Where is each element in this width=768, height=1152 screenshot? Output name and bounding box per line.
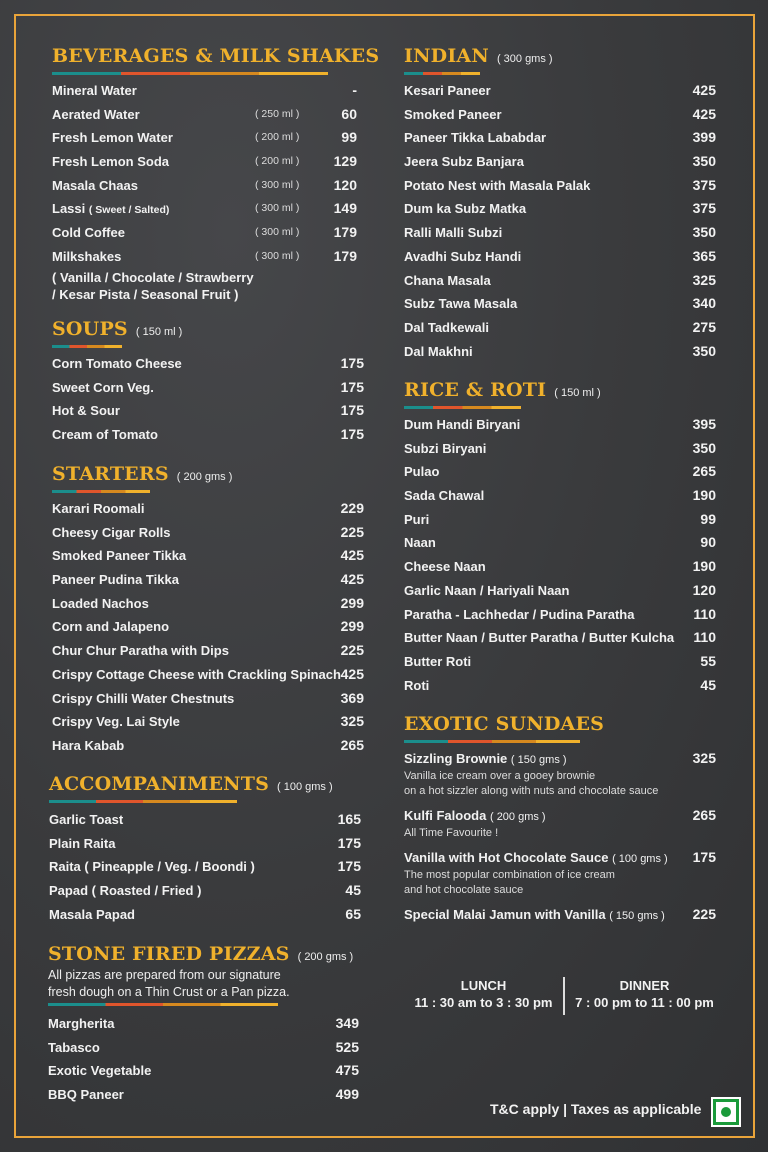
menu-item [52,544,364,568]
item-price: 425 [340,571,364,588]
item-volume: ( 300 ml ) [255,226,300,239]
item-price: 120 [692,581,716,598]
item-name: Avadhi Subz Handi [404,248,522,264]
item-price: 55 [700,652,716,669]
item-volume: ( 200 ml ) [255,131,300,144]
menu-item [48,1012,359,1036]
item-price: 350 [692,224,716,241]
menu-item [404,437,716,461]
sundae-title [404,906,716,925]
menu-item [52,399,364,423]
item-price: 365 [692,247,716,264]
menu-item [52,126,357,150]
item-price: 60 [341,105,357,122]
section-unit: ( 200 gms ) [176,471,233,483]
section-accompaniments [49,773,361,922]
item-price: 425 [692,82,716,98]
item-name: Chana Masala [404,272,491,288]
item-volume: ( 300 ml ) [255,202,300,215]
item-name: Ralli Malli Subzi [404,225,503,241]
item-name: Subzi Biryani [404,440,487,456]
item-name: Corn and Jalapeno [52,619,170,635]
item-name: Masala Papad [49,906,135,922]
sundae-item [404,807,716,841]
item-price: 525 [335,1038,359,1055]
item-weight: ( 150 gms ) [609,910,665,922]
menu-item [404,103,716,127]
section-title: SOUPS [52,318,128,340]
item-name: Sizzling Brownie [404,751,508,766]
section-indian [404,45,716,359]
item-price: 179 [333,247,357,264]
item-price: 399 [692,129,716,146]
item-price: 499 [335,1086,359,1103]
section-title: ACCOMPANIMENTS [49,773,270,795]
item-name: Corn Tomato Cheese [52,356,182,371]
lunch-time: 11 : 30 am to 3 : 30 pm [414,995,553,1010]
menu-item [52,376,364,400]
item-name: Mineral Water [52,83,137,98]
menu-item [52,710,364,734]
section-unit: ( 150 ml ) [135,326,183,338]
section-title: BEVERAGES & MILK SHAKES [52,45,380,67]
menu-item [404,460,716,484]
item-name: Milkshakes [52,248,122,264]
section-unit: ( 100 gms ) [277,781,333,793]
item-price: 265 [692,807,716,823]
item-price: 425 [692,105,716,122]
item-name: Paneer Tikka Lababdar [404,130,547,146]
item-price: 350 [692,342,716,359]
menu-item [49,903,361,927]
description-line: fresh dough on a Thin Crust or a Pan pizza. [48,984,290,999]
item-description: on a hot sizzler along with nuts and chocolate sauce [404,785,659,797]
item-name: Crispy Chilli Water Chestnuts [52,690,235,706]
item-price: 369 [340,689,364,706]
item-price: 45 [700,676,716,693]
section-title: RICE & ROTI [404,379,547,401]
title-underline [52,72,328,75]
item-price: 99 [341,129,357,146]
item-name: Margherita [48,1016,115,1031]
menu-item [49,855,361,879]
description-line: All pizzas are prepared from our signature [48,968,281,982]
item-price: 90 [700,534,716,551]
section-soups [52,318,364,443]
item-name: Dum ka Subz Matka [404,201,527,217]
title-underline [48,1003,278,1006]
item-price: 110 [693,629,716,646]
item-name: Masala Chaas [52,177,138,193]
title-underline [52,345,122,348]
menu-item [52,197,357,221]
item-name: Smoked Paneer [404,106,502,122]
section-title: INDIAN [404,45,489,67]
menu-item [404,174,716,198]
item-price: 350 [692,439,716,456]
menu-item [49,808,361,832]
item-price: 340 [692,295,716,312]
item-price: 325 [692,271,716,288]
item-name: Plain Raita [49,835,116,851]
item-price: 225 [340,642,364,659]
item-name: Cold Coffee [52,225,125,241]
item-volume: ( 300 ml ) [255,249,300,262]
item-price: 175 [340,426,364,443]
item-weight: ( 100 gms ) [612,853,668,865]
menu-item [404,340,716,364]
item-price: 65 [345,905,361,922]
menu-item [404,650,716,674]
section-exotic-sundaes [404,713,716,922]
item-description: and hot chocolate sauce [404,884,524,896]
menu-item [52,521,364,545]
item-name: Cheese Naan [404,559,486,575]
menu-item [404,531,716,555]
item-name: Chur Chur Paratha with Dips [52,643,229,659]
dinner-time: 7 : 00 pm to 11 : 00 pm [575,995,714,1010]
item-price: 225 [692,906,716,922]
item-price: 375 [692,176,716,193]
item-price: 110 [693,605,716,622]
item-name: Sweet Corn Veg. [52,379,154,395]
title-underline [404,740,580,743]
flavour-line: ( Vanilla / Chocolate / Strawberry [52,270,254,285]
item-name: Hot & Sour [52,403,120,419]
item-name: Karari Roomali [52,501,145,516]
item-price: 45 [345,882,361,899]
item-name: Dum Handi Biryani [404,417,521,432]
item-price: 120 [333,176,357,193]
item-name: Tabasco [48,1039,100,1055]
item-price: 165 [337,811,361,827]
menu-item [52,174,357,198]
item-name: Paratha - Lachhedar / Pudina Paratha [404,606,635,622]
pizza-description [48,967,359,1000]
section-unit: ( 150 ml ) [554,387,601,399]
section-starters [52,463,364,753]
menu-item [52,639,364,663]
menu-item [52,423,364,447]
menu-item [52,79,357,103]
menu-item [404,603,716,627]
item-name: Subz Tawa Masala [404,296,518,312]
item-name: Papad ( Roasted / Fried ) [49,883,202,899]
menu-item [52,150,357,174]
menu-item [404,126,716,150]
item-price: - [352,82,357,98]
item-volume: ( 250 ml ) [255,107,300,120]
item-name: Kulfi Falooda [404,808,487,823]
sundae-title [404,849,716,868]
menu-item [52,103,357,127]
item-price: 99 [700,510,716,527]
menu-item [404,674,716,698]
item-name: Butter Naan / Butter Paratha / Butter Kulcha [404,630,675,646]
menu-item [48,1083,359,1107]
item-name: Paneer Pudina Tikka [52,572,179,588]
item-name: Roti [404,677,430,693]
item-weight: ( 200 gms ) [489,811,546,823]
opening-hours [404,977,724,1015]
sundae-item [404,750,716,799]
item-price: 175 [337,834,361,851]
menu-item [48,1036,359,1060]
item-price: 175 [337,858,361,875]
menu-item [52,734,364,758]
item-name: Jeera Subz Banjara [404,154,524,170]
item-price: 475 [335,1062,359,1079]
item-name: Dal Tadkewali [404,319,490,335]
item-name: Cream of Tomato [52,427,158,443]
terms-note: T&C apply | Taxes as applicable [490,1101,702,1117]
sundae-title [404,807,716,826]
item-price: 190 [692,487,716,504]
menu-item [404,292,716,316]
menu-item [404,579,716,603]
menu-item [52,615,364,639]
item-name: Naan [404,535,436,551]
menu-item [404,484,716,508]
section-beverages [52,45,380,302]
item-name: Dal Makhni [404,343,473,359]
item-price: 175 [692,849,716,865]
item-price: 175 [340,402,364,419]
menu-item [404,221,716,245]
item-name: Sada Chawal [404,488,485,504]
menu-item [52,352,364,376]
section-title: STONE FIRED PIZZAS [48,943,290,965]
item-name: Aerated Water [52,106,140,122]
menu-item [404,413,716,437]
menu-item [52,221,357,245]
menu-item [52,245,357,269]
item-price: 129 [333,153,357,170]
item-price: 349 [335,1015,359,1031]
section-title: STARTERS [52,463,169,485]
item-name: Pulao [404,464,440,480]
item-name: Kesari Paneer [404,83,491,98]
section-rice-roti [404,379,716,693]
item-price: 425 [340,547,364,564]
item-name: Smoked Paneer Tikka [52,548,187,564]
item-weight: ( 150 gms ) [510,754,567,766]
title-underline [52,490,150,493]
item-name: Hara Kabab [52,737,125,753]
veg-mark-icon [713,1099,739,1125]
flavour-line: / Kesar Pista / Seasonal Fruit ) [52,287,239,302]
item-name: Fresh Lemon Soda [52,154,170,170]
menu-item [52,568,364,592]
item-price: 299 [340,594,364,611]
sundae-title [404,750,716,769]
menu-item [404,197,716,221]
item-name: Special Malai Jamun with Vanilla [404,907,606,922]
item-name: Butter Roti [404,653,472,669]
item-price: 190 [692,558,716,575]
item-name: Fresh Lemon Water [52,130,173,146]
item-price: 395 [692,416,716,432]
item-price: 299 [340,618,364,635]
item-price: 265 [340,736,364,753]
item-price: 425 [340,665,364,682]
title-underline [404,72,480,75]
menu-item [404,79,716,103]
item-name: Potato Nest with Masala Palak [404,177,591,193]
item-price: 325 [692,750,716,766]
section-title: EXOTIC SUNDAES [404,713,605,735]
menu-item [52,497,364,521]
item-description: Vanilla ice cream over a gooey brownie [404,770,596,782]
item-name: Vanilla with Hot Chocolate Sauce [404,850,609,865]
title-underline [49,800,237,803]
item-name: Exotic Vegetable [48,1063,152,1079]
menu-item [404,245,716,269]
item-price: 175 [340,355,364,371]
menu-item [52,663,364,687]
menu-item [52,592,364,616]
item-volume: ( 200 ml ) [255,155,300,168]
menu-item [52,687,364,711]
item-price: 375 [692,200,716,217]
item-price: 325 [340,713,364,730]
item-price: 265 [692,463,716,480]
item-price: 275 [692,318,716,335]
lunch-label: LUNCH [460,978,507,993]
item-name: Crispy Veg. Lai Style [52,714,180,730]
menu-item [49,832,361,856]
item-name: Cheesy Cigar Rolls [52,524,171,540]
item-name: Garlic Toast [49,812,124,827]
menu-item [404,150,716,174]
item-name: Garlic Naan / Hariyali Naan [404,582,570,598]
item-price: 350 [692,153,716,170]
section-unit: ( 200 gms ) [297,951,354,963]
title-underline [404,406,521,409]
section-unit: ( 300 gms ) [496,53,553,65]
item-name: Crispy Cottage Cheese with Crackling Spinach [52,666,341,682]
menu-item [404,508,716,532]
item-description: All Time Favourite ! [404,827,499,839]
item-volume: ( 300 ml ) [255,178,300,191]
milkshake-flavours [52,269,357,303]
item-description: The most popular combination of ice cream [404,869,615,881]
item-price: 229 [340,500,364,516]
menu-item [48,1059,359,1083]
menu-item [404,269,716,293]
item-price: 225 [340,523,364,540]
item-note: ( Sweet / Salted) [88,204,170,217]
dinner-label: DINNER [619,978,670,993]
menu-item [404,555,716,579]
item-price: 179 [333,224,357,241]
item-price: 149 [333,200,357,217]
section-pizzas [48,943,359,1103]
item-name: Lassi [52,201,86,217]
item-name: BBQ Paneer [48,1087,124,1103]
item-name: Loaded Nachos [52,595,149,611]
menu-item [49,879,361,903]
item-price: 175 [340,378,364,395]
menu-item [404,316,716,340]
item-name: Raita ( Pineapple / Veg. / Boondi ) [49,859,255,875]
sundae-item [404,849,716,898]
sundae-item [404,906,716,925]
item-name: Puri [404,511,430,527]
menu-item [404,626,716,650]
